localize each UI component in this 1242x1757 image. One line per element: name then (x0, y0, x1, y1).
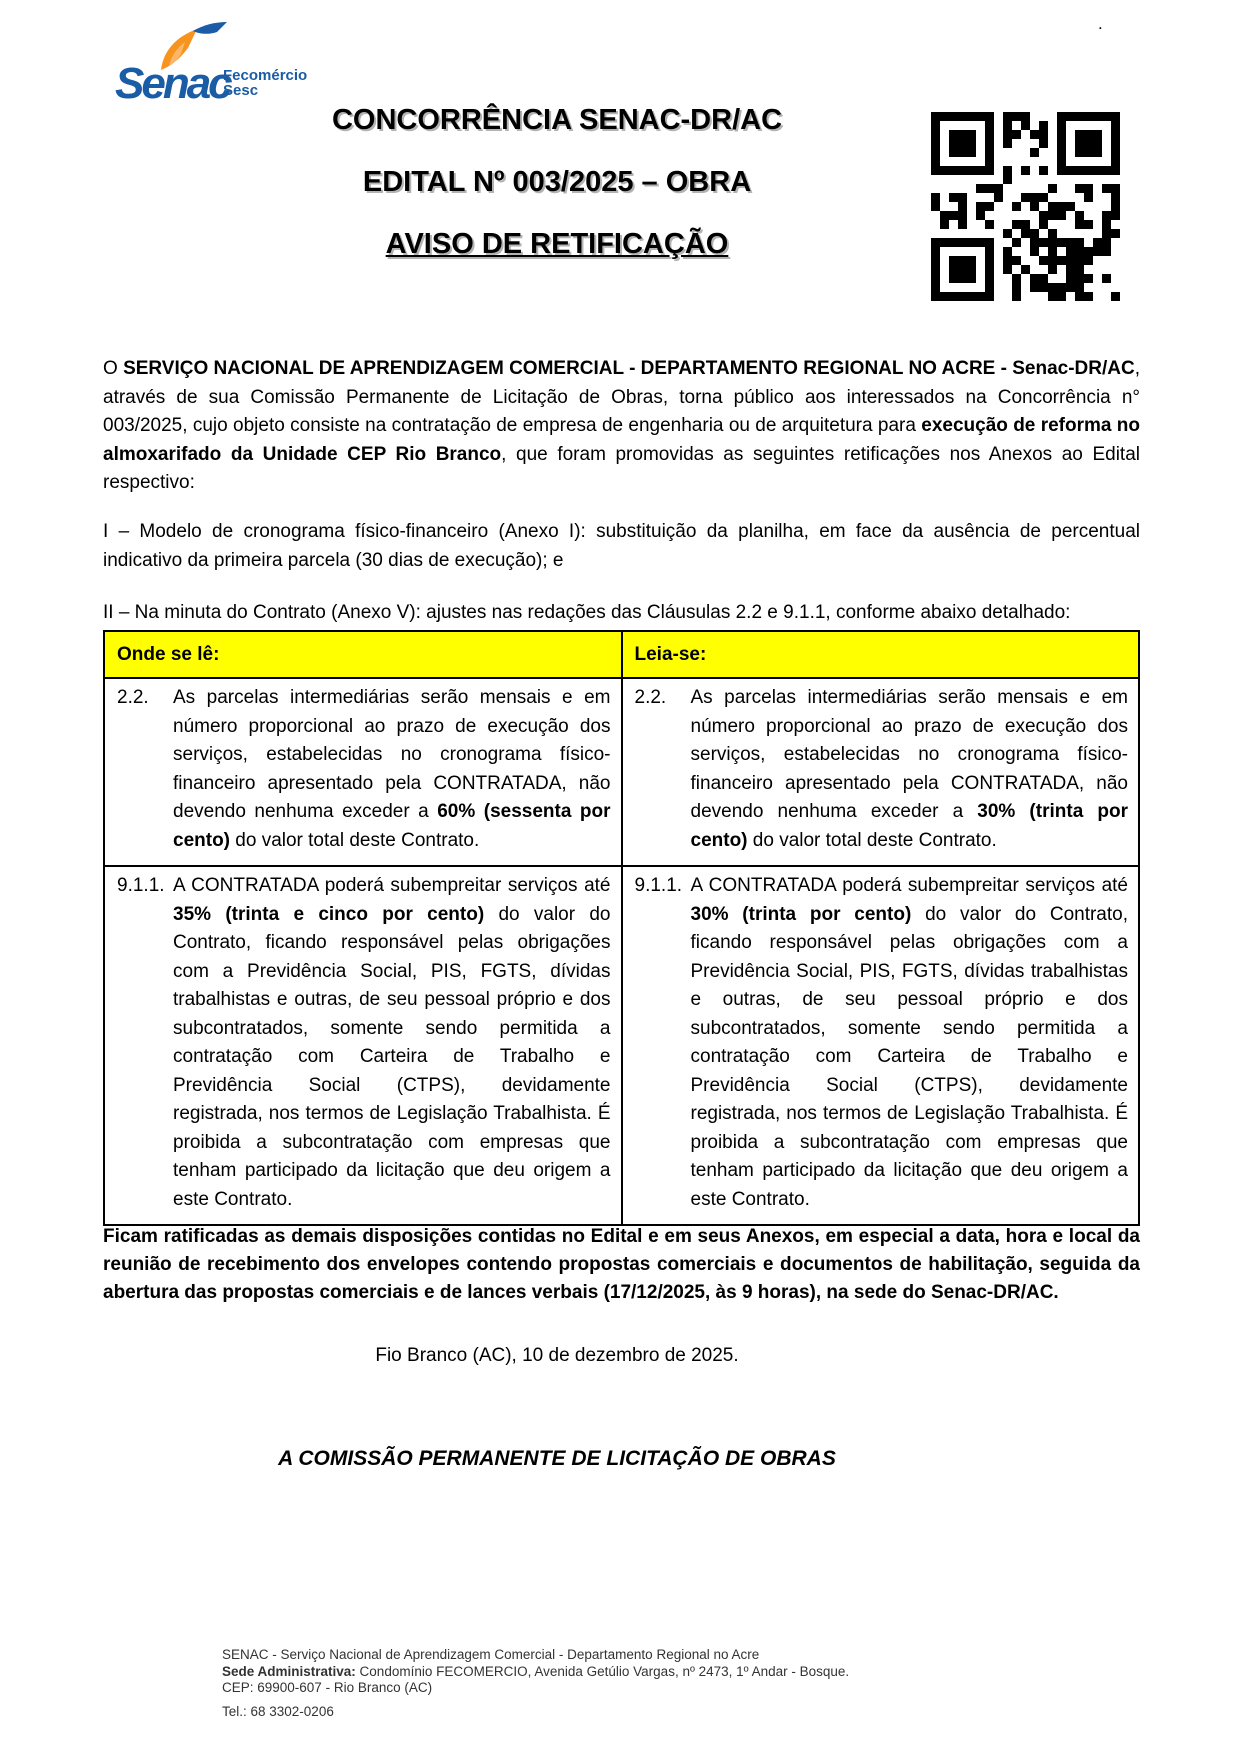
clause-text-bold-run: 30% (trinta por cento) (690, 903, 912, 925)
clause-2-2-amended-cell (622, 678, 1140, 866)
clause-text-bold-run: 35% (trinta e cinco por cento) (173, 903, 485, 925)
item-i-paragraph: I – Modelo de cronograma físico-financeiro (Anexo I): substituição da planilha, em face da ausência de percentual indicativo da primeira parcela (30 dias de execução); e (103, 521, 1140, 571)
clause-9-1-1-original-cell (104, 866, 622, 1225)
clause-text-bold-run: 30% (trinta por cento) (690, 801, 1128, 851)
intro-run: , que foram promovidas as seguintes retificações nos Anexos ao Edital respectivo: (103, 443, 1140, 493)
clause-text-run: do valor do Contrato, ficando responsável pelas obrigações com a Previdência Social, PIS, FGTS, dívidas trabalhistas e outras, de seu pessoal próprio e dos subcontratados, somente sendo permitida a contratação com Carteira de Trabalho e Previdência Social (CTPS), devidamente registrada, nos termos de Legislação Trabalhista. É proibida a subcontratação com empresas que tenham participado da licitação que deu origem a este Contrato. (173, 903, 611, 1210)
clause-text (173, 684, 611, 855)
clause-number: 9.1.1. (117, 875, 165, 896)
clause-9-1-1-amended-cell (622, 866, 1140, 1225)
notice-heading: AVISO DE RETIFICAÇÃO (385, 228, 729, 260)
date-line: Fio Branco (AC), 10 de dezembro de 2025. (375, 1345, 739, 1366)
clause-text-run: As parcelas intermediárias serão mensais e em número proporcional ao prazo de execução dos serviços, estabelecidas no cronograma físico-financeiro apresentado pela CONTRATADA, não devendo nenhuma exceder a (173, 687, 611, 822)
table-header-row (104, 631, 1139, 678)
page-artifact-dot: . (1098, 14, 1103, 33)
clause-text-run: A CONTRATADA poderá subempreitar serviços até (690, 875, 1128, 896)
clause-text (691, 872, 1129, 1214)
edital-subtitle: EDITAL Nº 003/2025 – OBRA (362, 166, 752, 198)
intro-run-object-bold: execução de reforma no almoxarifado da Unidade CEP Rio Branco (103, 415, 1140, 465)
column-header-onde-se-le: Onde se lê: (104, 631, 622, 678)
intro-paragraph (103, 355, 1140, 498)
logo-fecomercio-label: Fecomércio (223, 67, 308, 84)
qr-code (931, 112, 1120, 301)
clause-text-run: do valor total deste Contrato. (230, 829, 480, 851)
clause-text (173, 872, 611, 1214)
clause-2-2-original-cell (104, 678, 622, 866)
footer-cep-line: CEP: 69900-607 - Rio Branco (AC) (222, 1680, 433, 1695)
table-row (104, 678, 1139, 866)
footer-address-label: Sede Administrativa: (222, 1663, 356, 1679)
intro-run: O (103, 358, 124, 379)
logo-subtext (223, 68, 307, 98)
clause-text-run: do valor do Contrato, ficando responsável pelas obrigações com a Previdência Social, PIS, FGTS, dívidas trabalhistas e outras, de seu pessoal próprio e dos subcontratados, somente sendo permitida a contratação com Carteira de Trabalho e Previdência Social (CTPS), devidamente registrada, nos termos de Legislação Trabalhista. É proibida a subcontratação com empresas que tenham participado da licitação que deu origem a este Contrato. (690, 903, 1128, 1210)
signature-committee-line: A COMISSÃO PERMANENTE DE LICITAÇÃO DE OBRAS (278, 1447, 836, 1470)
footer-address-text: Condomínio FECOMERCIO, Avenida Getúlio Vargas, nº 2473, 1º Andar - Bosque. (355, 1663, 850, 1679)
senac-logo (115, 22, 345, 107)
ratification-paragraph: Ficam ratificadas as demais disposições contidas no Edital e em seus Anexos, em especial a data, hora e local da reunião de recebimento dos envelopes contendo propostas comerciais e documentos de habilitação, seguida da abertura das propostas comerciais e de lances verbais (17/12/2025, às 9 horas), na sede do Senac-DR/AC. (103, 1226, 1140, 1303)
clause-text-run: A CONTRATADA poderá subempreitar serviços até (173, 875, 611, 896)
document-title: CONCORRÊNCIA SENAC-DR/AC (331, 104, 783, 136)
intro-run: , através de sua Comissão Permanente de Licitação de Obras, torna público aos interessados na Concorrência n° 003/2025, cujo objeto consiste na contratação de empresa de engenharia ou de arquitetura para (103, 358, 1140, 436)
clause-number: 9.1.1. (634, 875, 683, 896)
logo-sesc-label: Sesc (223, 82, 259, 99)
rectification-table (103, 630, 1140, 1226)
footer-org-line: SENAC - Serviço Nacional de Aprendizagem Comercial - Departamento Regional no Acre (222, 1647, 760, 1662)
clause-text-bold-run: 60% (sessenta por cento) (173, 801, 611, 851)
footer-address-line (222, 1664, 849, 1681)
column-header-leia-se: Leia-se: (622, 631, 1140, 678)
intro-run-org-bold: SERVIÇO NACIONAL DE APRENDIZAGEM COMERCIAL - DEPARTAMENTO REGIONAL NO ACRE - Senac-DR/AC (123, 358, 1135, 379)
clause-text-run: do valor total deste Contrato. (747, 829, 997, 851)
item-ii-paragraph: II – Na minuta do Contrato (Anexo V): ajustes nas redações das Cláusulas 2.2 e 9.1.1, conforme abaixo detalhado: (103, 602, 1071, 623)
clause-text (691, 684, 1129, 855)
logo-wordmark: Senac (115, 59, 230, 108)
footer-phone-line: Tel.: 68 3302-0206 (222, 1703, 334, 1719)
clause-number: 2.2. (634, 687, 667, 708)
page-footer (222, 1647, 849, 1720)
clause-text-run: As parcelas intermediárias serão mensais e em número proporcional ao prazo de execução dos serviços, estabelecidas no cronograma físico-financeiro apresentado pela CONTRATADA, não devendo nenhuma exceder a (690, 687, 1128, 822)
table-row (104, 866, 1139, 1225)
title-block (103, 104, 1011, 290)
clause-number: 2.2. (117, 687, 149, 708)
